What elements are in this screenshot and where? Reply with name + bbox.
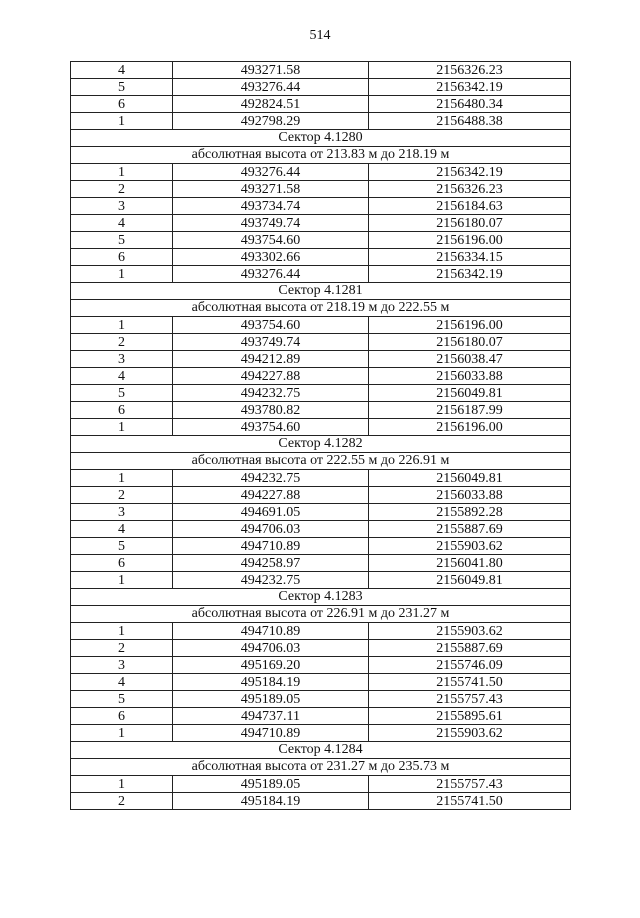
coordinate-row xyxy=(71,538,571,555)
y-coordinate-cell: 2155903.62 xyxy=(369,538,571,555)
x-coordinate-cell: 494706.03 xyxy=(173,521,369,538)
x-coordinate-cell: 493780.82 xyxy=(173,402,369,419)
point-number-cell: 6 xyxy=(71,402,173,419)
sector-title: Сектор 4.1280 xyxy=(71,130,571,147)
x-coordinate-cell: 493749.74 xyxy=(173,215,369,232)
coordinate-row xyxy=(71,793,571,810)
y-coordinate-cell: 2156196.00 xyxy=(369,317,571,334)
point-number-cell: 4 xyxy=(71,674,173,691)
x-coordinate-cell: 493302.66 xyxy=(173,249,369,266)
y-coordinate-cell: 2156187.99 xyxy=(369,402,571,419)
coordinate-row xyxy=(71,504,571,521)
y-coordinate-cell: 2156049.81 xyxy=(369,470,571,487)
y-coordinate-cell: 2156334.15 xyxy=(369,249,571,266)
point-number-cell: 4 xyxy=(71,62,173,79)
point-number-cell: 3 xyxy=(71,657,173,674)
sector-title-row xyxy=(71,130,571,147)
coordinate-row xyxy=(71,232,571,249)
intro-row xyxy=(71,96,571,113)
y-coordinate-cell: 2156033.88 xyxy=(369,368,571,385)
point-number-cell: 5 xyxy=(71,79,173,96)
x-coordinate-cell: 494706.03 xyxy=(173,640,369,657)
sector-title-row xyxy=(71,283,571,300)
x-coordinate-cell: 493271.58 xyxy=(173,62,369,79)
sector-altitude-row xyxy=(71,147,571,164)
x-coordinate-cell: 494227.88 xyxy=(173,487,369,504)
y-coordinate-cell: 2155887.69 xyxy=(369,640,571,657)
point-number-cell: 5 xyxy=(71,385,173,402)
point-number-cell: 2 xyxy=(71,334,173,351)
sector-title: Сектор 4.1282 xyxy=(71,436,571,453)
x-coordinate-cell: 494710.89 xyxy=(173,538,369,555)
sector-altitude-row xyxy=(71,300,571,317)
coordinate-row xyxy=(71,198,571,215)
point-number-cell: 1 xyxy=(71,317,173,334)
sector-title: Сектор 4.1284 xyxy=(71,742,571,759)
y-coordinate-cell: 2156342.19 xyxy=(369,79,571,96)
sector-altitude-row xyxy=(71,606,571,623)
coordinate-row xyxy=(71,640,571,657)
sector-title: Сектор 4.1283 xyxy=(71,589,571,606)
coordinate-row xyxy=(71,249,571,266)
x-coordinate-cell: 495184.19 xyxy=(173,674,369,691)
coordinate-row xyxy=(71,487,571,504)
y-coordinate-cell: 2155887.69 xyxy=(369,521,571,538)
y-coordinate-cell: 2156184.63 xyxy=(369,198,571,215)
x-coordinate-cell: 495189.05 xyxy=(173,691,369,708)
y-coordinate-cell: 2155895.61 xyxy=(369,708,571,725)
sector-title-row xyxy=(71,589,571,606)
point-number-cell: 1 xyxy=(71,419,173,436)
sector-altitude: абсолютная высота от 222.55 м до 226.91 м xyxy=(71,453,571,470)
point-number-cell: 2 xyxy=(71,181,173,198)
y-coordinate-cell: 2156480.34 xyxy=(369,96,571,113)
sector-altitude: абсолютная высота от 213.83 м до 218.19 м xyxy=(71,147,571,164)
x-coordinate-cell: 494232.75 xyxy=(173,385,369,402)
point-number-cell: 6 xyxy=(71,96,173,113)
y-coordinate-cell: 2155741.50 xyxy=(369,793,571,810)
coordinate-row xyxy=(71,181,571,198)
x-coordinate-cell: 493749.74 xyxy=(173,334,369,351)
point-number-cell: 4 xyxy=(71,215,173,232)
sector-altitude-row xyxy=(71,453,571,470)
sector-title: Сектор 4.1281 xyxy=(71,283,571,300)
point-number-cell: 3 xyxy=(71,351,173,368)
x-coordinate-cell: 494232.75 xyxy=(173,572,369,589)
x-coordinate-cell: 493734.74 xyxy=(173,198,369,215)
x-coordinate-cell: 493754.60 xyxy=(173,419,369,436)
point-number-cell: 6 xyxy=(71,249,173,266)
point-number-cell: 3 xyxy=(71,504,173,521)
y-coordinate-cell: 2156049.81 xyxy=(369,572,571,589)
x-coordinate-cell: 493271.58 xyxy=(173,181,369,198)
point-number-cell: 1 xyxy=(71,776,173,793)
coordinate-row xyxy=(71,419,571,436)
x-coordinate-cell: 494232.75 xyxy=(173,470,369,487)
sector-title-row xyxy=(71,742,571,759)
y-coordinate-cell: 2156049.81 xyxy=(369,385,571,402)
x-coordinate-cell: 494710.89 xyxy=(173,725,369,742)
y-coordinate-cell: 2156180.07 xyxy=(369,215,571,232)
x-coordinate-cell: 494227.88 xyxy=(173,368,369,385)
point-number-cell: 4 xyxy=(71,368,173,385)
coordinate-row xyxy=(71,385,571,402)
point-number-cell: 1 xyxy=(71,164,173,181)
x-coordinate-cell: 494212.89 xyxy=(173,351,369,368)
point-number-cell: 3 xyxy=(71,198,173,215)
coordinate-row xyxy=(71,521,571,538)
coordinate-row xyxy=(71,351,571,368)
y-coordinate-cell: 2156326.23 xyxy=(369,62,571,79)
x-coordinate-cell: 493276.44 xyxy=(173,164,369,181)
x-coordinate-cell: 494691.05 xyxy=(173,504,369,521)
x-coordinate-cell: 493276.44 xyxy=(173,266,369,283)
point-number-cell: 5 xyxy=(71,538,173,555)
x-coordinate-cell: 492798.29 xyxy=(173,113,369,130)
coordinate-row xyxy=(71,402,571,419)
y-coordinate-cell: 2156196.00 xyxy=(369,419,571,436)
point-number-cell: 6 xyxy=(71,708,173,725)
coordinate-row xyxy=(71,164,571,181)
y-coordinate-cell: 2156326.23 xyxy=(369,181,571,198)
y-coordinate-cell: 2156038.47 xyxy=(369,351,571,368)
y-coordinate-cell: 2156342.19 xyxy=(369,266,571,283)
y-coordinate-cell: 2156033.88 xyxy=(369,487,571,504)
sector-title-row xyxy=(71,436,571,453)
coordinate-row xyxy=(71,708,571,725)
coordinate-row xyxy=(71,215,571,232)
x-coordinate-cell: 494258.97 xyxy=(173,555,369,572)
page-number: 514 xyxy=(309,28,331,43)
point-number-cell: 1 xyxy=(71,725,173,742)
coordinate-row xyxy=(71,572,571,589)
coordinate-row xyxy=(71,368,571,385)
point-number-cell: 6 xyxy=(71,555,173,572)
point-number-cell: 1 xyxy=(71,266,173,283)
point-number-cell: 1 xyxy=(71,623,173,640)
y-coordinate-cell: 2155892.28 xyxy=(369,504,571,521)
y-coordinate-cell: 2156342.19 xyxy=(369,164,571,181)
x-coordinate-cell: 493276.44 xyxy=(173,79,369,96)
intro-row xyxy=(71,113,571,130)
intro-row xyxy=(71,79,571,96)
y-coordinate-cell: 2155757.43 xyxy=(369,776,571,793)
coordinate-row xyxy=(71,623,571,640)
x-coordinate-cell: 493754.60 xyxy=(173,317,369,334)
sector-altitude-row xyxy=(71,759,571,776)
point-number-cell: 5 xyxy=(71,691,173,708)
x-coordinate-cell: 493754.60 xyxy=(173,232,369,249)
point-number-cell: 1 xyxy=(71,572,173,589)
coordinates-table-body xyxy=(71,62,571,810)
y-coordinate-cell: 2155746.09 xyxy=(369,657,571,674)
point-number-cell: 5 xyxy=(71,232,173,249)
x-coordinate-cell: 494737.11 xyxy=(173,708,369,725)
sector-altitude: абсолютная высота от 218.19 м до 222.55 м xyxy=(71,300,571,317)
x-coordinate-cell: 495184.19 xyxy=(173,793,369,810)
x-coordinate-cell: 494710.89 xyxy=(173,623,369,640)
point-number-cell: 2 xyxy=(71,793,173,810)
x-coordinate-cell: 495169.20 xyxy=(173,657,369,674)
y-coordinate-cell: 2156196.00 xyxy=(369,232,571,249)
y-coordinate-cell: 2155903.62 xyxy=(369,725,571,742)
sector-altitude: абсолютная высота от 231.27 м до 235.73 м xyxy=(71,759,571,776)
y-coordinate-cell: 2155903.62 xyxy=(369,623,571,640)
point-number-cell: 1 xyxy=(71,470,173,487)
coordinate-row xyxy=(71,317,571,334)
point-number-cell: 1 xyxy=(71,113,173,130)
point-number-cell: 2 xyxy=(71,640,173,657)
y-coordinate-cell: 2156488.38 xyxy=(369,113,571,130)
coordinate-row xyxy=(71,657,571,674)
sector-altitude: абсолютная высота от 226.91 м до 231.27 м xyxy=(71,606,571,623)
y-coordinate-cell: 2156180.07 xyxy=(369,334,571,351)
y-coordinate-cell: 2156041.80 xyxy=(369,555,571,572)
intro-row xyxy=(71,62,571,79)
point-number-cell: 4 xyxy=(71,521,173,538)
point-number-cell: 2 xyxy=(71,487,173,504)
y-coordinate-cell: 2155741.50 xyxy=(369,674,571,691)
x-coordinate-cell: 495189.05 xyxy=(173,776,369,793)
coordinate-row xyxy=(71,776,571,793)
y-coordinate-cell: 2155757.43 xyxy=(369,691,571,708)
coordinate-row xyxy=(71,555,571,572)
coordinate-row xyxy=(71,725,571,742)
coordinate-row xyxy=(71,674,571,691)
coordinate-row xyxy=(71,470,571,487)
x-coordinate-cell: 492824.51 xyxy=(173,96,369,113)
coordinates-table xyxy=(70,61,571,810)
coordinate-row xyxy=(71,334,571,351)
coordinate-row xyxy=(71,266,571,283)
coordinate-row xyxy=(71,691,571,708)
